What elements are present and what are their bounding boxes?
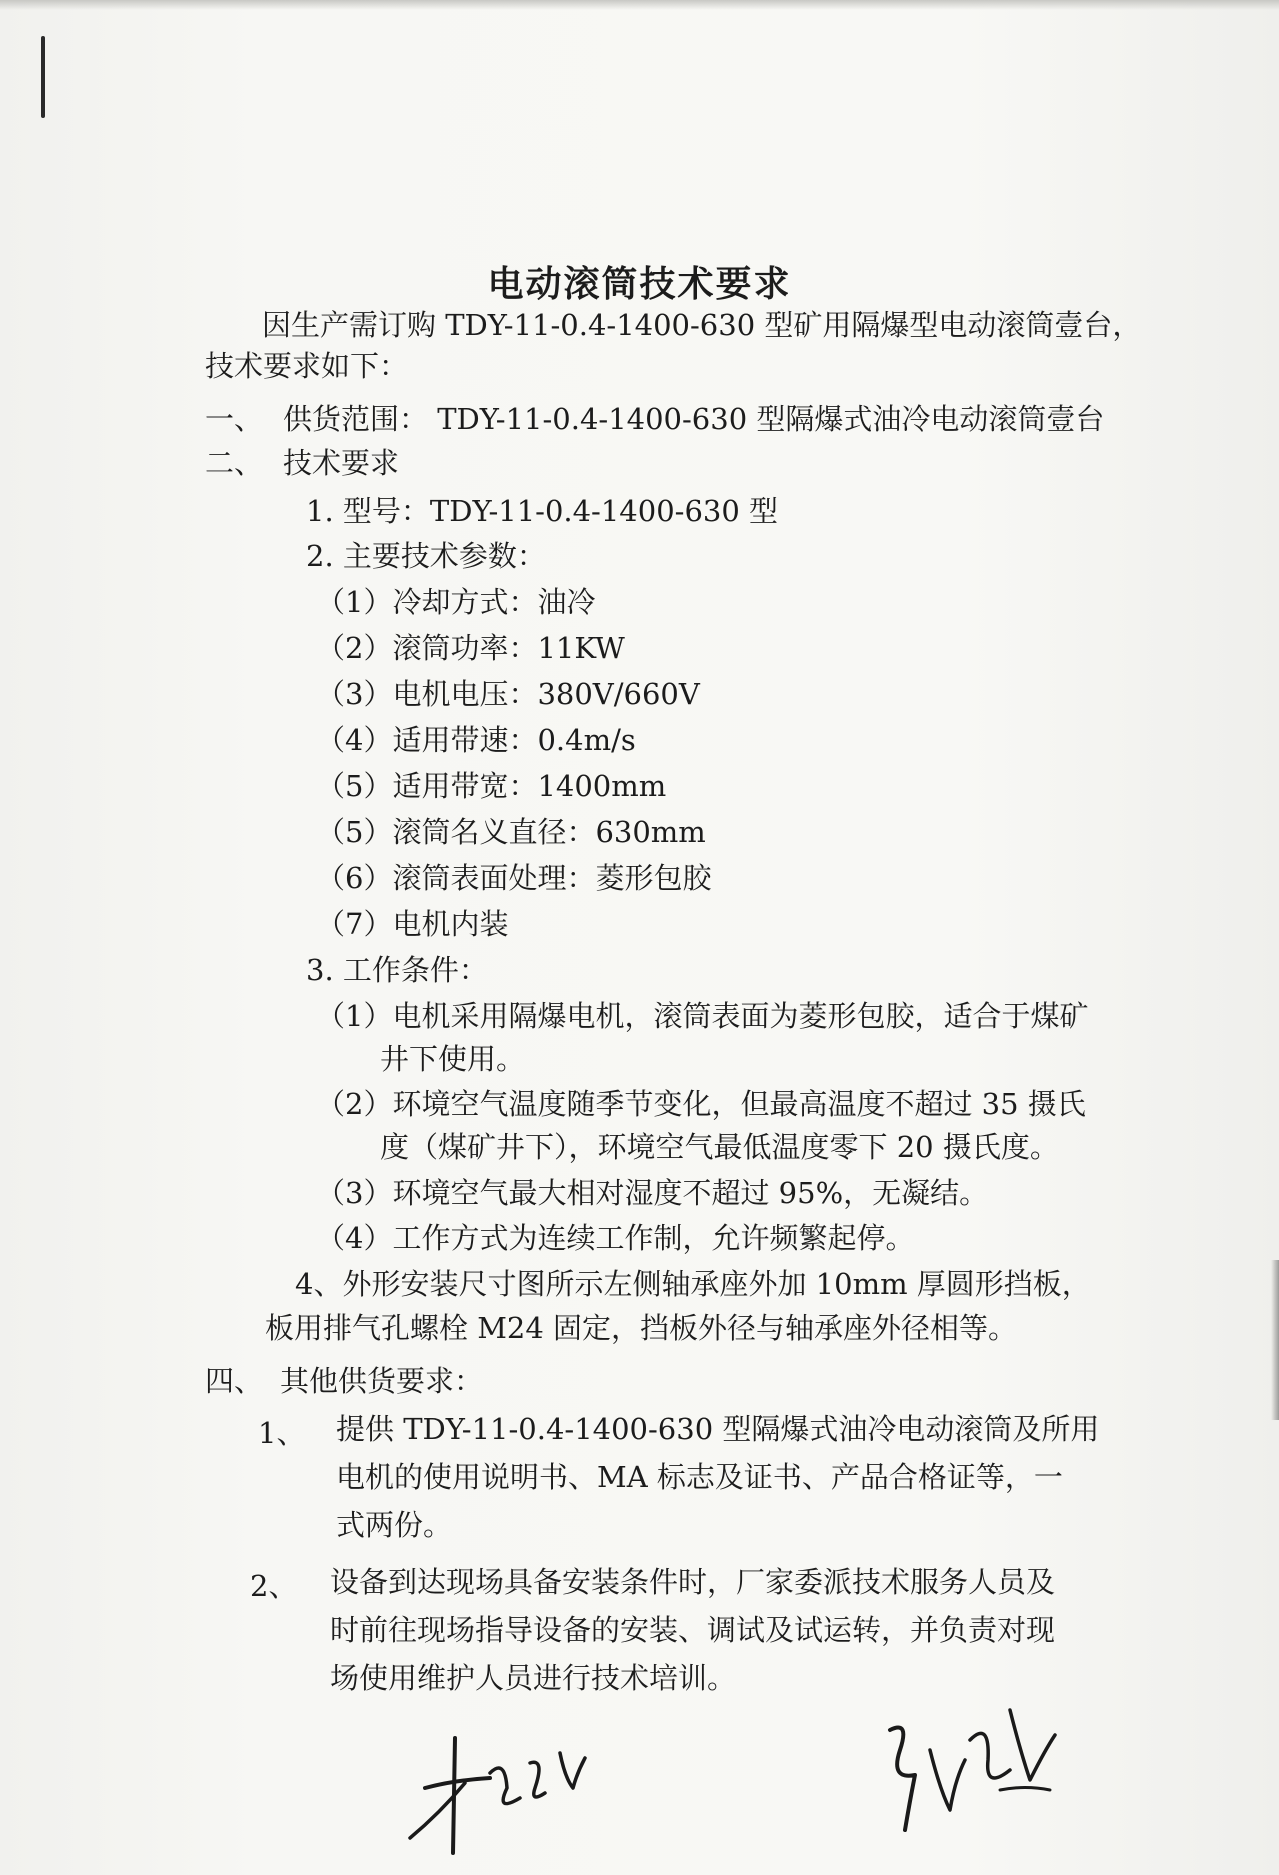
param-item: （5）滚筒名义直径：630mm: [316, 815, 706, 849]
other-2-line-1: 设备到达现场具备安装条件时，厂家委派技术服务人员及: [330, 1565, 1056, 1599]
condition-4: （4）工作方式为连续工作制，允许频繁起停。: [316, 1221, 915, 1255]
other-1-number: 1、: [258, 1416, 306, 1450]
section-4-text: 其他供货要求：: [280, 1364, 484, 1398]
param-item: （1）冷却方式：油冷: [316, 585, 596, 619]
model-line: 1. 型号：TDY-11-0.4-1400-630 型: [306, 494, 779, 528]
section-1-number: 一、: [205, 402, 264, 436]
param-item: （5）适用带宽：1400mm: [316, 769, 667, 803]
section-2-text: 技术要求: [283, 446, 400, 480]
item-4-line-2: 板用排气孔螺栓 M24 固定，挡板外径与轴承座外径相等。: [265, 1311, 1018, 1345]
section-1-text: 供货范围： TDY-11-0.4-1400-630 型隔爆式油冷电动滚筒壹台: [283, 402, 1105, 436]
condition-1-line-1: （1）电机采用隔爆电机，滚筒表面为菱形包胶，适合于煤矿: [316, 999, 1089, 1033]
left-signature-graphic: [395, 1718, 615, 1868]
conditions-heading: 3. 工作条件：: [306, 953, 488, 987]
scan-right-shadow: [1271, 1260, 1279, 1420]
condition-2-line-1: （2）环境空气温度随季节变化，但最高温度不超过 35 摄氏: [316, 1087, 1086, 1121]
param-item: （2）滚筒功率：11KW: [316, 631, 625, 665]
other-2-line-2: 时前往现场指导设备的安装、调试及试运转，并负责对现: [330, 1613, 1056, 1647]
condition-1-line-2: 井下使用。: [380, 1042, 526, 1076]
param-item: （7）电机内装: [316, 907, 509, 941]
other-1-line-2: 电机的使用说明书、MA 标志及证书、产品合格证等，一: [336, 1460, 1063, 1494]
document-title: 电动滚筒技术要求: [487, 264, 792, 305]
scan-edge-mark: [41, 36, 45, 118]
param-item: （6）滚筒表面处理：菱形包胶: [316, 861, 712, 895]
section-2-number: 二、: [205, 446, 264, 480]
other-1-line-3: 式两份。: [336, 1508, 453, 1542]
other-2-line-3: 场使用维护人员进行技术培训。: [330, 1661, 737, 1695]
condition-3: （3）环境空气最大相对湿度不超过 95%，无凝结。: [316, 1176, 989, 1210]
right-signature-graphic: [870, 1690, 1070, 1850]
other-2-number: 2、: [250, 1569, 298, 1603]
intro-line-1: 因生产需订购 TDY-11-0.4-1400-630 型矿用隔爆型电动滚筒壹台，: [262, 308, 1142, 342]
other-1-line-1: 提供 TDY-11-0.4-1400-630 型隔爆式油冷电动滚筒及所用: [336, 1412, 1100, 1446]
section-4-number: 四、: [205, 1364, 264, 1398]
param-item: （3）电机电压：380V/660V: [316, 677, 700, 711]
param-item: （4）适用带速：0.4m/s: [316, 723, 636, 757]
intro-line-2: 技术要求如下：: [205, 349, 409, 383]
scan-top-shadow: [0, 0, 1279, 10]
params-heading: 2. 主要技术参数：: [306, 539, 546, 573]
item-4-line-1: 4、外形安装尺寸图所示左侧轴承座外加 10mm 厚圆形挡板，: [295, 1267, 1091, 1301]
condition-2-line-2: 度（煤矿井下），环境空气最低温度零下 20 摄氏度。: [380, 1130, 1059, 1164]
